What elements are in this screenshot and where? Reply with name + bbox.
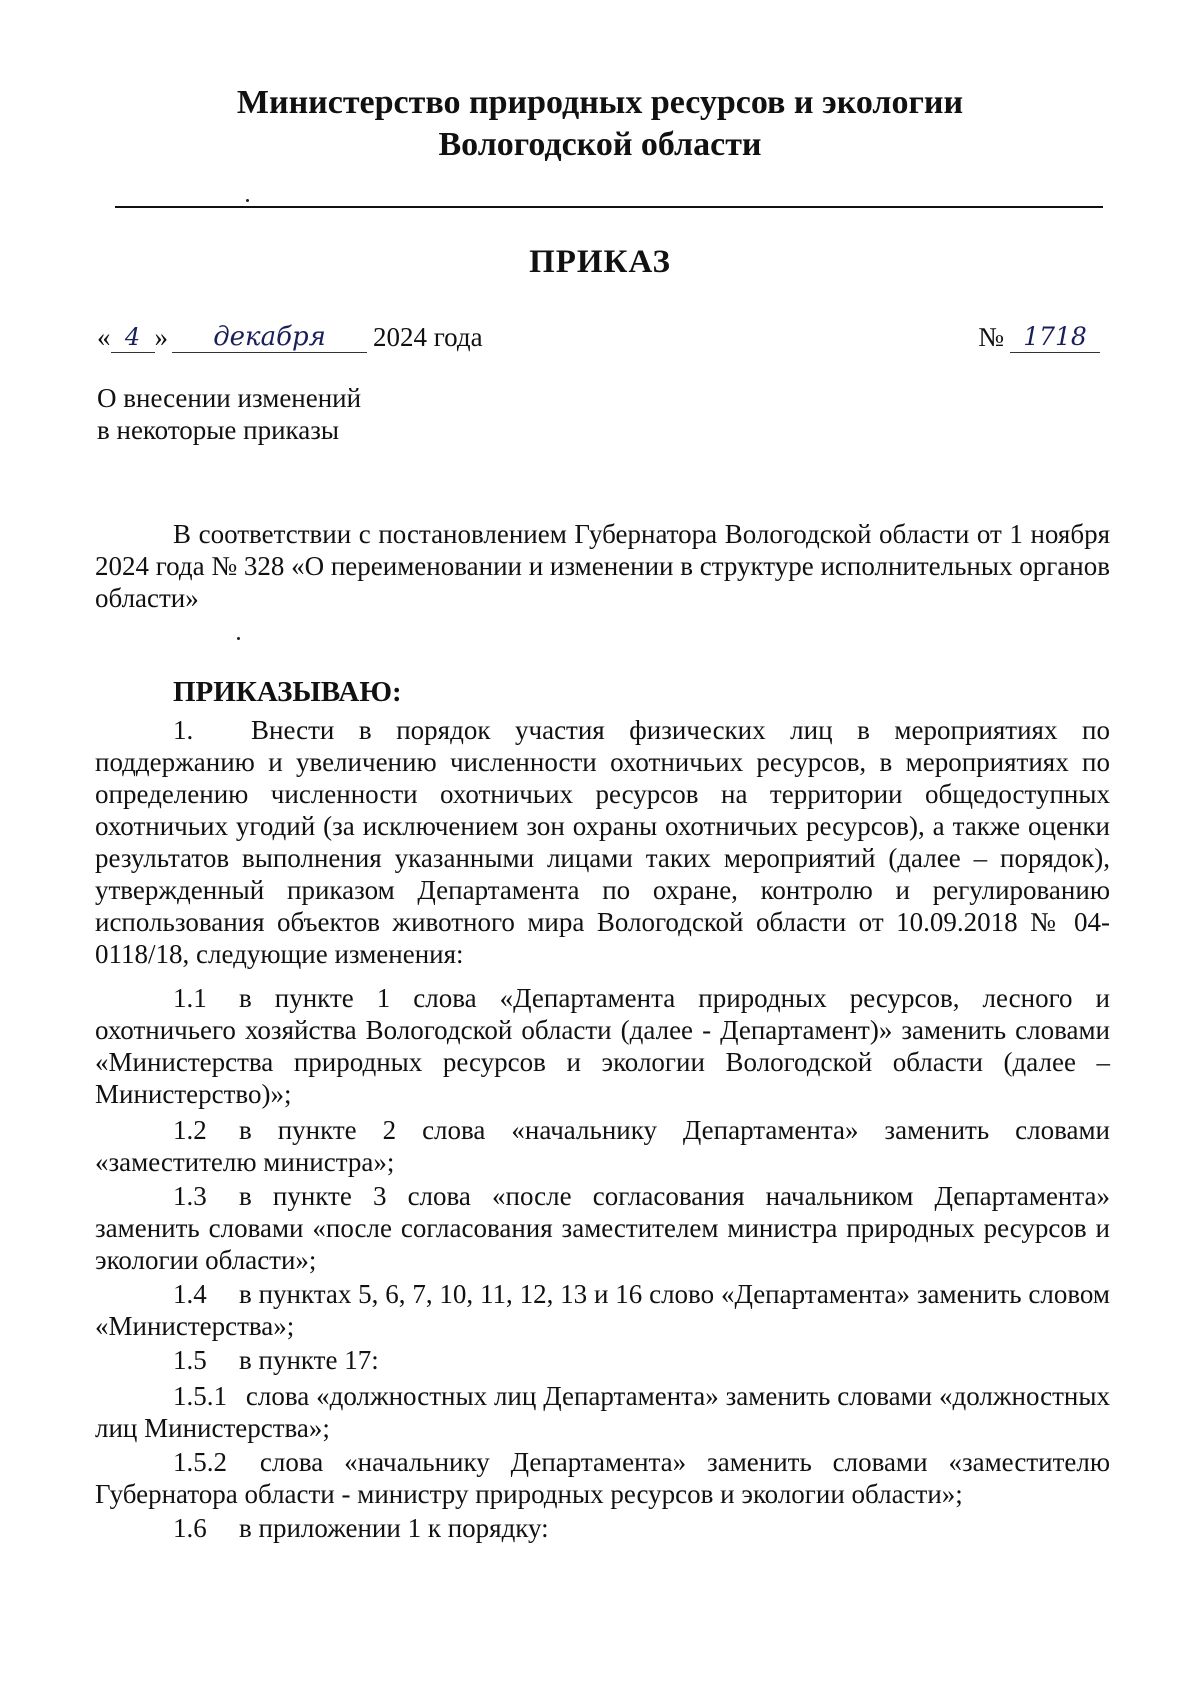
list-item bbox=[95, 1380, 1110, 1444]
item-text: Внести в порядок участия физических лиц в мероприятиях по поддержанию и увеличению численности охотничьих ресурсов, в мероприятиях по определению численности охотничьих ресурсов на территории общедоступных охотничьих угодий (за исключением зон охраны охотничьих ресурсов), а также оценки результатов выполнения указанными лицами таких мероприятий (далее – порядок), утвержденный приказом Департамента по охране, контролю и регулированию использования объектов животного мира Вологодской области от 10.09.2018 № 04-0118/18, следующие изменения: bbox=[95, 715, 1110, 969]
number-sign: № bbox=[978, 322, 1004, 352]
item-number: 1.3 bbox=[173, 1181, 207, 1211]
date-close-quote: » bbox=[154, 322, 168, 352]
date-year: 2024 года bbox=[373, 322, 483, 352]
order-directive: ПРИКАЗЫВАЮ: bbox=[173, 676, 402, 708]
preamble: В соответствии с постановлением Губернатора Вологодской области от 1 ноября 2024 года № 328 «О переименовании и изменении в структуре исполнительных органов области» bbox=[95, 519, 1111, 613]
ministry-header bbox=[0, 82, 1200, 166]
subject-line1: О внесении изменений bbox=[97, 383, 362, 413]
item-text: в пункте 1 слова «Департамента природных ресурсов, лесного и охотничьего хозяйства Вологодской области (далее - Департамент)» заменить словами «Министерства природных ресурсов и экологии Вологодской области (далее – Министерство)»; bbox=[95, 983, 1110, 1109]
item-number: 1. bbox=[173, 715, 194, 745]
item-number: 1.1 bbox=[173, 983, 207, 1013]
handwritten-number: 1718 bbox=[1010, 322, 1100, 353]
list-item bbox=[95, 1344, 1110, 1376]
scan-speck bbox=[237, 637, 240, 640]
list-item bbox=[95, 714, 1110, 970]
document-type: ПРИКАЗ bbox=[529, 244, 671, 280]
item-text: слова «должностных лиц Департамента» заменить словами «должностных лиц Министерства»; bbox=[95, 1381, 1110, 1443]
item-text: в приложении 1 к порядку: bbox=[239, 1513, 549, 1543]
list-item bbox=[95, 1278, 1110, 1342]
list-item bbox=[95, 1446, 1110, 1510]
list-item bbox=[95, 1114, 1110, 1178]
date-open-quote: « bbox=[97, 322, 111, 352]
subject-line2: в некоторые приказы bbox=[97, 415, 340, 445]
order-number bbox=[978, 322, 1100, 353]
item-number: 1.5.1 bbox=[173, 1381, 227, 1411]
ministry-name-line2: Вологодской области bbox=[438, 126, 762, 163]
item-number: 1.6 bbox=[173, 1513, 207, 1543]
item-number: 1.4 bbox=[173, 1279, 207, 1309]
item-text: в пункте 3 слова «после согласования начальником Департамента» заменить словами «после согласования заместителем министра природных ресурсов и экологии области»; bbox=[95, 1181, 1110, 1275]
handwritten-month: декабря bbox=[172, 322, 367, 353]
item-number: 1.5.2 bbox=[173, 1447, 227, 1477]
item-text: слова «начальнику Департамента» заменить словами «заместителю Губернатора области - министру природных ресурсов и экологии области»; bbox=[95, 1447, 1110, 1509]
handwritten-day: 4 bbox=[111, 322, 155, 353]
list-item bbox=[95, 982, 1110, 1110]
item-text: в пунктах 5, 6, 7, 10, 11, 12, 13 и 16 слово «Департамента» заменить словом «Министерства»; bbox=[95, 1279, 1110, 1341]
order-date bbox=[97, 322, 483, 353]
item-text: в пункте 2 слова «начальнику Департамента» заменить словами «заместителю министра»; bbox=[95, 1115, 1110, 1177]
list-item bbox=[95, 1512, 1110, 1544]
header-divider bbox=[115, 206, 1103, 208]
item-number: 1.2 bbox=[173, 1115, 207, 1145]
ministry-name-line1: Министерство природных ресурсов и экологии bbox=[236, 84, 964, 121]
order-subject bbox=[97, 382, 361, 446]
scan-speck bbox=[246, 199, 249, 202]
item-number: 1.5 bbox=[173, 1345, 207, 1375]
item-text: в пункте 17: bbox=[239, 1345, 379, 1375]
list-item bbox=[95, 1180, 1110, 1276]
